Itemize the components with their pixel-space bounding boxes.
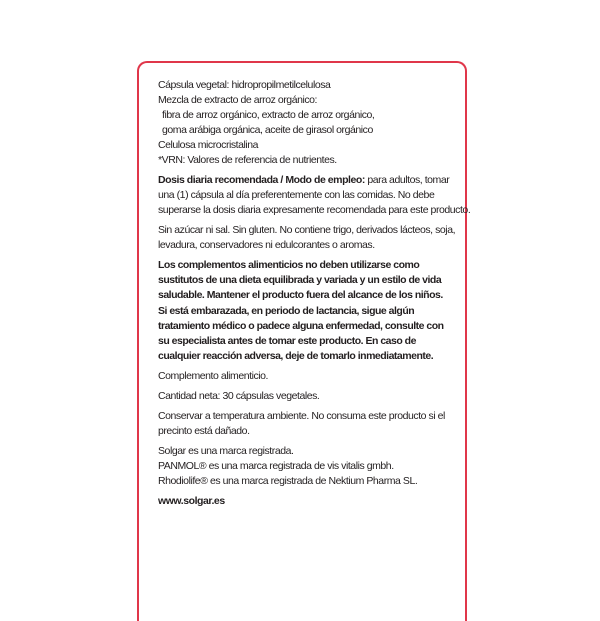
warning-section <box>158 258 458 364</box>
storage-section <box>158 409 458 439</box>
mix-line: Mezcla de extracto de arroz orgánico: <box>158 94 318 106</box>
cellulose-line: Celulosa microcristalina <box>158 139 259 151</box>
ingredients-section <box>158 78 458 168</box>
free-from-line-1: Sin azúcar ni sal. Sin gluten. No contiene trigo, derivados lácteos, soja, <box>158 224 456 236</box>
label-text <box>158 78 471 509</box>
dosage-line-1 <box>158 173 458 188</box>
website-section <box>158 494 458 509</box>
product-type-line: Complemento alimenticio. <box>158 370 269 383</box>
warning-line: Si está embarazada, en periodo de lactancia, sigue algún <box>158 304 415 317</box>
trademarks-section <box>158 444 458 489</box>
mix-sub-line-1: fibra de arroz orgánico, extracto de arroz orgánico, <box>162 109 375 121</box>
vrn-line: *VRN: Valores de referencia de nutrientes. <box>158 154 337 166</box>
website-text: www.solgar.es <box>158 495 225 508</box>
storage-line-1: Conservar a temperatura ambiente. No consuma este producto si el <box>158 410 445 423</box>
warning-line: saludable. Mantener el producto fuera del alcance de los niños. <box>158 289 443 302</box>
dosage-line-1-rest: para adultos, tomar <box>364 174 450 186</box>
dosage-section <box>158 173 471 218</box>
storage-line-2: precinto está dañado. <box>158 425 250 438</box>
dosage-line-3: superarse la dosis diaria expresamente recomendada para este producto. <box>158 204 471 216</box>
mix-sub-line-2: goma arábiga orgánica, aceite de girasol orgánico <box>162 124 373 136</box>
panmol-trademark-line: PANMOL® es una marca registrada de vis vitalis gmbh. <box>158 460 394 473</box>
solgar-trademark-line: Solgar es una marca registrada. <box>158 445 294 458</box>
rhodiolife-trademark-line: Rhodiolife® es una marca registrada de Nektium Pharma SL. <box>158 475 418 488</box>
net-quantity-line: Cantidad neta: 30 cápsulas vegetales. <box>158 390 320 403</box>
warning-line: su especialista antes de tomar este producto. En caso de <box>158 335 416 348</box>
warning-line: Los complementos alimenticios no deben utilizarse como <box>158 259 420 271</box>
dosage-heading: Dosis diaria recomendada / Modo de empleo: <box>158 174 365 186</box>
warning-line: sustitutos de una dieta equilibrada y variada y un estilo de vida <box>158 274 442 287</box>
product-type-section <box>158 369 458 384</box>
free-from-section <box>158 223 458 253</box>
dosage-line-2: una (1) cápsula al día preferentemente con las comidas. No debe <box>158 189 435 201</box>
free-from-line-2: levadura, conservadores ni edulcorantes o aromas. <box>158 239 375 251</box>
warning-line: tratamiento médico o padece alguna enfermedad, consulte con <box>158 319 444 332</box>
warning-line: cualquier reacción adversa, deje de tomarlo inmediatamente. <box>158 350 434 363</box>
net-quantity-section <box>158 389 458 404</box>
capsule-line: Cápsula vegetal: hidropropilmetilcelulosa <box>158 79 331 91</box>
